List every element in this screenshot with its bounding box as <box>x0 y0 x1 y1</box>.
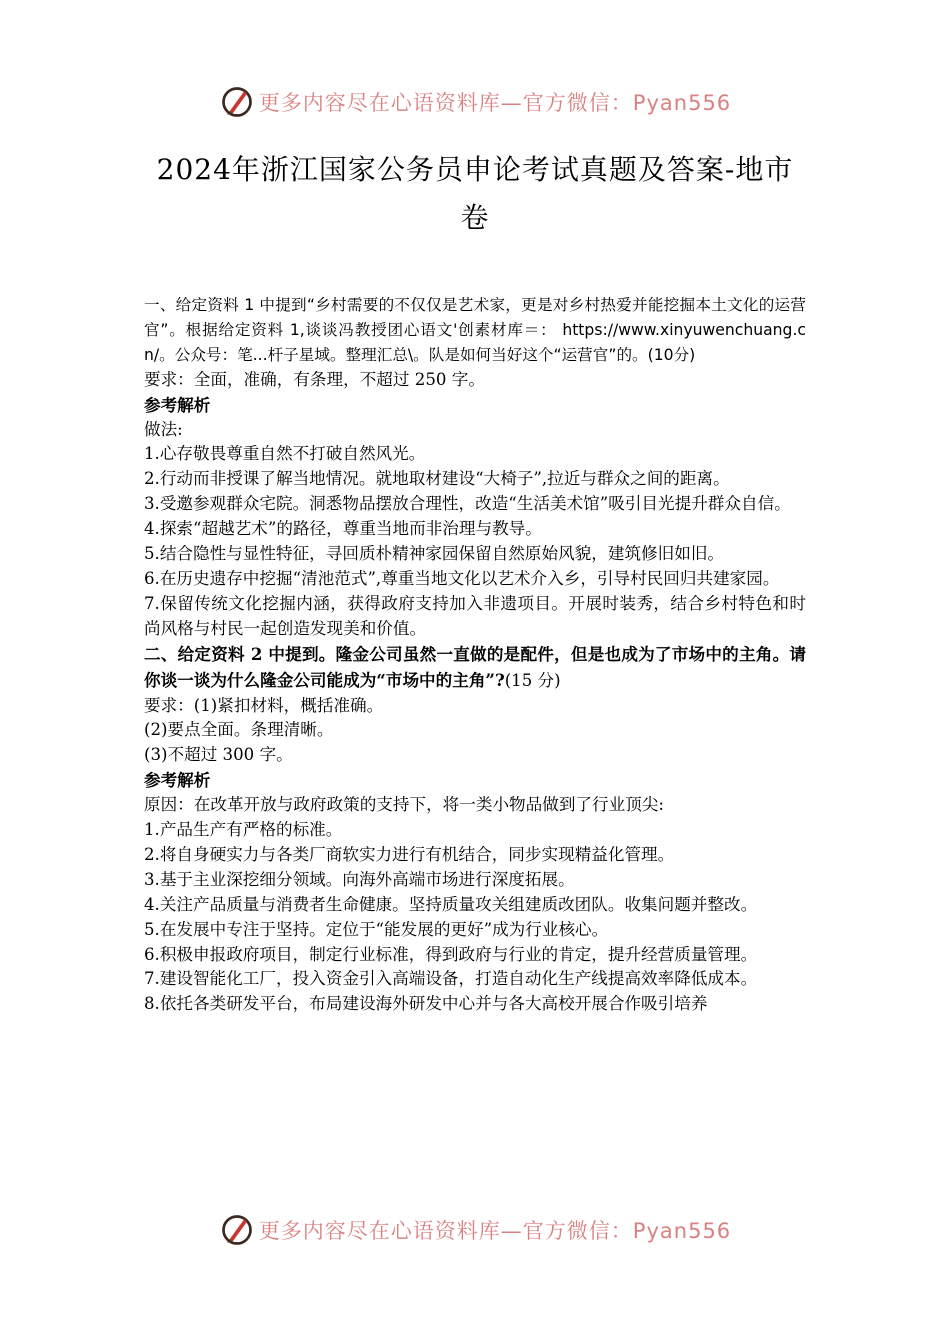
q2-point: 7.建设智能化工厂，投入资金引入高端设备，打造自动化生产线提高效率降低成本。 <box>144 969 758 989</box>
q1-point: 5.结合隐性与显性特征，寻回质朴精神家园保留自然原始风貌，建筑修旧如旧。 <box>144 544 725 564</box>
q1-point: 3.受邀参观群众宅院。洞悉物品摆放合理性，改造“生活美术馆”吸引目光提升群众自信。 <box>144 494 791 514</box>
q2-requirement: (3)不超过 300 字。 <box>144 745 293 765</box>
footer-banner <box>0 1208 950 1252</box>
q2-requirement: (2)要点全面。条理清晰。 <box>144 720 334 740</box>
header-banner <box>0 80 950 124</box>
question-2 <box>144 642 806 694</box>
document-title <box>130 146 820 242</box>
document-body <box>144 293 806 1017</box>
q1-point: 2.行动而非授课了解当地情况。就地取材建设“大椅子”,拉近与群众之间的距离。 <box>144 469 730 489</box>
q2-point: 6.积极申报政府项目，制定行业标准，得到政府与行业的肯定，提升经营质量管理。 <box>144 944 758 964</box>
q2-point: 1.产品生产有严格的标准。 <box>144 820 343 840</box>
q2-analysis-heading: 参考解析 <box>144 770 211 791</box>
pen-logo-icon <box>219 1212 255 1248</box>
q2-point: 5.在发展中专注于坚持。定位于“能发展的更好”成为行业核心。 <box>144 919 609 939</box>
q2-point: 8.依托各类研发平台，布局建设海外研发中心并与各大高校开展合作吸引培养 <box>144 994 708 1014</box>
q1-point: 1.心存敬畏尊重自然不打破自然风光。 <box>144 444 426 464</box>
q2-point: 2.将自身硬实力与各类厂商软实力进行有机结合，同步实现精益化管理。 <box>144 844 675 864</box>
q2-requirement: 要求：(1)紧扣材料，概括准确。 <box>144 695 384 715</box>
q2-point: 4.关注产品质量与消费者生命健康。坚持质量攻关组建质改团队。收集问题并整改。 <box>144 894 758 914</box>
q1-point: 4.探索“超越艺术”的路径，尊重当地而非治理与教导。 <box>144 519 542 539</box>
q1-point: 7.保留传统文化挖掘内涵，获得政府支持加入非遗项目。开展时装秀，结合乡村特色和时尚风格与村民一起创造发现美和价值。 <box>144 593 806 638</box>
title-line-2: 卷 <box>460 201 490 234</box>
q1-point: 6.在历史遗存中挖掘“清池范式”,尊重当地文化以艺术介入乡，引导村民回归共建家园。 <box>144 568 780 588</box>
q1-intro: 做法: <box>144 419 183 439</box>
q2-score: (15 分) <box>504 670 561 690</box>
banner-text: 更多内容尽在心语资料库—官方微信：Pyan556 <box>258 91 732 115</box>
title-line-1: 2024年浙江国家公务员申论考试真题及答案-地市 <box>156 153 794 186</box>
question-1: 一、给定资料 1 中提到“乡村需要的不仅仅是艺术家，更是对乡村热爱并能挖掘本土文化的运营官”。根据给定资料 1,谈谈冯教授团心语文'创素材库＝： https://www.xinyuwenchuang.cn/。公众号：笔...杆子星域。整理汇总\。队是如何当好这个“运营官”的。(10分) <box>144 296 806 364</box>
banner-text: 更多内容尽在心语资料库—官方微信：Pyan556 <box>258 1219 732 1243</box>
q2-question-text: 二、给定资料 2 中提到。隆金公司虽然一直做的是配件，但是也成为了市场中的主角。请你谈一谈为什么隆金公司能成为“市场中的主角”? <box>144 643 806 690</box>
q1-analysis-heading: 参考解析 <box>144 394 211 415</box>
q1-requirement: 要求：全面，准确，有条理，不超过 250 字。 <box>144 369 485 389</box>
pen-logo-icon <box>219 84 255 120</box>
q2-point: 3.基于主业深挖细分领域。向海外高端市场进行深度拓展。 <box>144 869 575 889</box>
q2-intro: 原因：在改革开放与政府政策的支持下，将一类小物品做到了行业顶尖: <box>144 795 664 815</box>
